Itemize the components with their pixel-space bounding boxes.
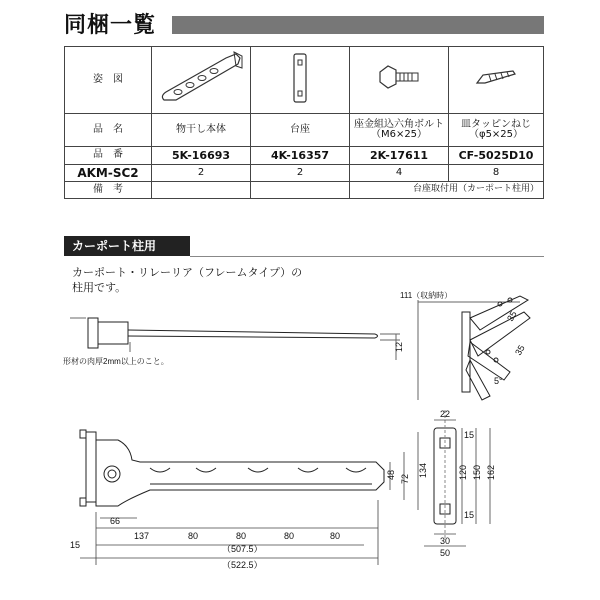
item-name: 台座 — [251, 114, 350, 147]
item-name-line2: （φ5×25） — [468, 129, 524, 140]
dim-label: 80 — [188, 531, 199, 541]
part-number: CF-5025D10 — [449, 147, 544, 165]
model-label: AKM-SC2 — [65, 165, 152, 182]
part-number: 4K-16357 — [251, 147, 350, 165]
dim-label: 15 — [464, 430, 475, 440]
dim-label: 111（収納時） — [400, 291, 453, 300]
item-name: 物干し本体 — [152, 114, 251, 147]
dim-label: 137 — [134, 531, 150, 541]
dim-label: （507.5） — [222, 544, 263, 554]
dim-label: （522.5） — [222, 560, 263, 570]
dimension-lines — [70, 318, 490, 565]
dim-label: 35 — [505, 309, 519, 323]
dim-label: 150 — [472, 464, 482, 480]
dim-label: 162 — [486, 464, 496, 480]
dim-label: 80 — [330, 531, 341, 541]
section-title: カーポート柱用 — [64, 236, 190, 256]
dim-label: 5° — [494, 376, 503, 386]
front-view — [80, 430, 384, 506]
dim-label: 30 — [440, 536, 451, 546]
quantity: 8 — [449, 165, 544, 182]
item-name-line1: 座金組込六角ボルト — [354, 118, 444, 130]
dim-label: 15 — [464, 510, 475, 520]
dim-label: 80 — [236, 531, 247, 541]
quantity: 2 — [251, 165, 350, 182]
quantity: 2 — [152, 165, 251, 182]
dim-label: 22 — [440, 409, 451, 419]
part-number: 2K-17611 — [350, 147, 449, 165]
part-number: 5K-16693 — [152, 147, 251, 165]
note-wall-thickness: 形材の肉厚2mm以上のこと。 — [63, 357, 169, 366]
dim-label: 15 — [70, 540, 81, 550]
plate-view — [434, 410, 456, 540]
description-line2: 柱用です。 — [72, 281, 127, 294]
remarks-note: 台座取付用（カーポート柱用） — [350, 182, 544, 199]
row-label-name: 品 名 — [65, 114, 152, 147]
row-label-part-no: 品 番 — [65, 147, 152, 165]
description-line1: カーポート・リレーリア（フレームタイプ）の — [72, 266, 303, 279]
dim-label: 120 — [458, 464, 468, 480]
item-name-line1: 皿タッピンねじ — [461, 118, 531, 130]
dim-label: 66 — [110, 516, 121, 526]
dim-label: 80 — [284, 531, 295, 541]
side-view-top — [88, 318, 400, 360]
dim-label: 12 — [394, 341, 404, 352]
page-title: 同梱一覧 — [64, 13, 157, 38]
dim-label: 48 — [386, 469, 396, 480]
dim-label: 35 — [513, 343, 527, 357]
quantity: 4 — [350, 165, 449, 182]
dim-label: 134 — [418, 462, 428, 478]
item-name-line2: （M6×25） — [370, 129, 428, 140]
dim-label: 72 — [400, 473, 410, 484]
dim-label: 50 — [440, 548, 451, 558]
row-label-figure: 姿 図 — [65, 47, 152, 114]
row-label-remarks: 備 考 — [65, 182, 152, 199]
